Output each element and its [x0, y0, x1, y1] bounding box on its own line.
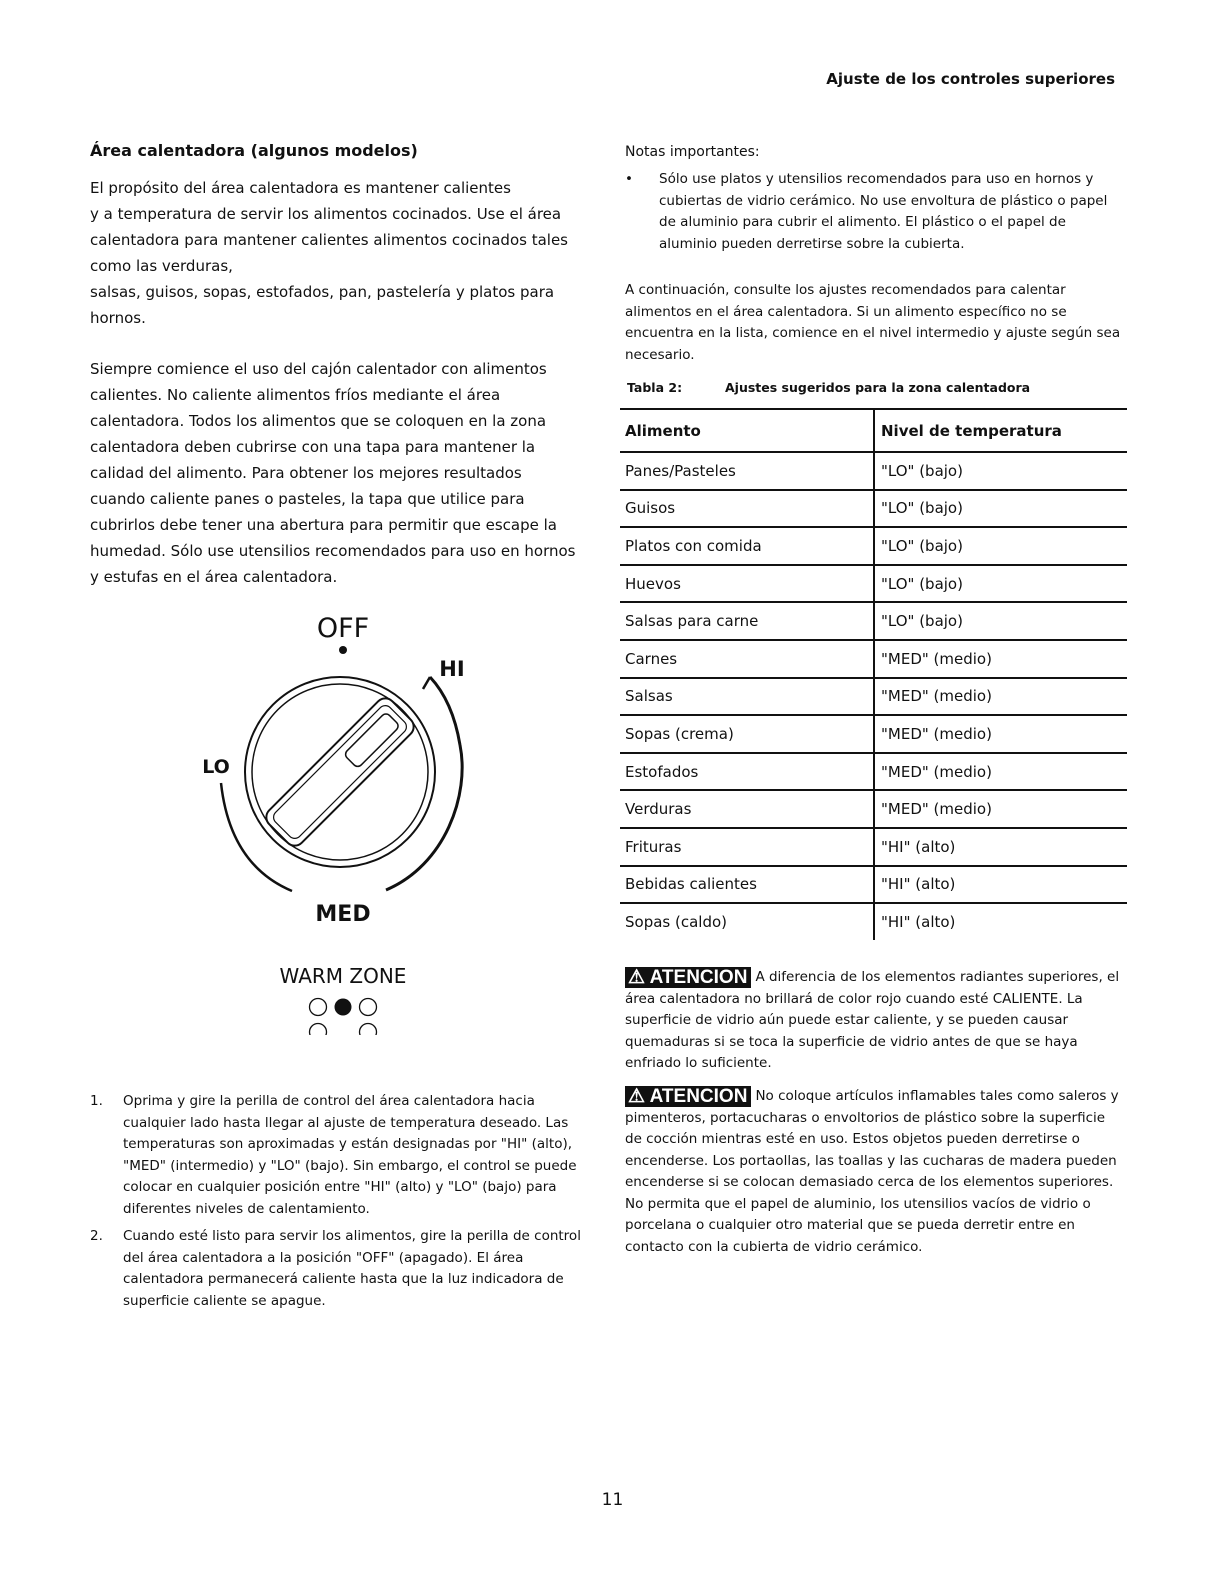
temperature-cell: "HI" (alto)	[874, 828, 1127, 866]
page-number: 11	[601, 1490, 624, 1510]
text-line: calentadora deben cubrirse con una tapa para mantener la	[90, 438, 536, 456]
dial-off-label: OFF	[316, 613, 370, 644]
off-marker-dot	[339, 646, 347, 654]
table-label: Tabla 2:	[627, 380, 683, 395]
table-caption: Ajustes sugeridos para la zona calentadora	[725, 380, 1031, 395]
table-row	[620, 866, 1127, 904]
table-row	[620, 828, 1127, 866]
food-cell: Bebidas calientes	[620, 866, 874, 904]
table-row	[620, 640, 1127, 678]
temperature-cell: "HI" (alto)	[874, 903, 1127, 940]
usage-paragraph	[90, 356, 590, 590]
temperature-cell: "HI" (alto)	[874, 866, 1127, 904]
dial-med-label: MED	[315, 902, 371, 927]
food-cell: Carnes	[620, 640, 874, 678]
intro-paragraph	[90, 175, 590, 331]
food-cell: Estofados	[620, 753, 874, 791]
table-row	[620, 715, 1127, 753]
table-header-row	[620, 409, 1127, 452]
text-line: y a temperatura de servir los alimentos cocinados. Use el área	[90, 205, 562, 223]
dial-lo-label: LO	[202, 756, 230, 778]
step-item	[90, 1091, 590, 1220]
temperature-cell: "MED" (medio)	[874, 753, 1127, 791]
food-cell: Huevos	[620, 565, 874, 603]
warm-zone-caption: WARM ZONE	[279, 964, 407, 988]
dial-hi-label: HI	[439, 657, 465, 681]
temperature-cell: "LO" (bajo)	[874, 452, 1127, 490]
table-header-cell: Alimento	[620, 409, 874, 452]
step-text: Oprima y gire la perilla de control del área calentadora hacia cualquier lado hasta llegar al ajuste de temperatura deseado. Las temperaturas son aproximadas y están designadas por "HI" (alto), "MED" (intermedio) y "LO" (bajo). Sin embargo, el control se puede colocar en cualquier posición entre "HI" (alto) y "LO" (bajo) para diferentes niveles de calentamiento.	[123, 1093, 577, 1217]
text-line: calientes. No caliente alimentos fríos mediante el área	[90, 386, 501, 404]
text-line: El propósito del área calentadora es mantener calientes	[90, 179, 511, 197]
warm-zone-dial-illustration	[190, 605, 490, 1035]
table-intro: A continuación, consulte los ajustes recomendados para calentar alimentos en el área calentadora. Si un alimento específico no se encuentra en la lista, comience en el nivel intermedio y ajuste según sea necesario.	[625, 282, 1121, 363]
table-row	[620, 452, 1127, 490]
element-indicator-circle	[310, 1024, 327, 1036]
step-item	[90, 1226, 590, 1312]
temperature-cell: "LO" (bajo)	[874, 527, 1127, 565]
warm-zone-settings-table	[620, 408, 1127, 940]
food-cell: Verduras	[620, 790, 874, 828]
food-cell: Guisos	[620, 490, 874, 528]
text-line: cubrirlos debe tener una abertura para permitir que escape la	[90, 516, 557, 534]
text-line: como las verduras,	[90, 257, 233, 275]
temperature-cell: "LO" (bajo)	[874, 565, 1127, 603]
food-cell: Sopas (caldo)	[625, 912, 728, 931]
bullet-dot: •	[625, 171, 633, 187]
element-indicator-circle	[310, 999, 327, 1016]
text-line: calidad del alimento. Para obtener los mejores resultados	[90, 464, 522, 482]
food-cell: Salsas para carne	[620, 602, 874, 640]
food-cell: Panes/Pasteles	[620, 452, 874, 490]
text-line: y estufas en el área calentadora.	[90, 568, 338, 586]
step-number: 2.	[90, 1228, 103, 1244]
temperature-cell: "LO" (bajo)	[874, 490, 1127, 528]
table-row	[620, 678, 1127, 716]
warning-badge	[625, 1086, 751, 1107]
page-header: Ajuste de los controles superiores	[826, 70, 1115, 88]
text-line: humedad. Sólo use utensilios recomendados para uso en hornos	[90, 542, 576, 560]
warning-triangle-icon: ⚠	[628, 967, 646, 988]
table-row	[620, 790, 1127, 828]
table-row	[620, 565, 1127, 603]
text-line: hornos.	[90, 309, 146, 327]
notes-bullet	[625, 169, 1120, 255]
table-row	[620, 903, 1127, 940]
text-line: Siempre comience el uso del cajón calentador con alimentos	[90, 360, 547, 378]
food-cell: Sopas (crema)	[620, 715, 874, 753]
warning-label: ATENCION	[649, 967, 748, 988]
bullet-text: Sólo use platos y utensilios recomendados para uso en hornos y cubiertas de vidrio cerámico. No use envoltura de plástico o papel de aluminio para cubrir el alimento. El plástico o el papel de aluminio pueden derretirse sobre la cubierta.	[659, 171, 1108, 252]
temperature-cell: "MED" (medio)	[874, 678, 1127, 716]
warning-text: A diferencia de los elementos radiantes superiores, el área calentadora no brillará de color rojo cuando esté CALIENTE. La superficie de vidrio aún puede estar caliente, y se pueden causar quemaduras si se toca la superficie de vidrio antes de que se haya enfriado lo suficiente.	[625, 969, 1120, 1071]
table-row	[620, 527, 1127, 565]
warning-2	[625, 1086, 1125, 1258]
warning-triangle-icon: ⚠	[628, 1086, 646, 1107]
step-number: 1.	[90, 1093, 103, 1109]
table-row	[620, 602, 1127, 640]
element-indicator-circle	[360, 999, 377, 1016]
food-cell: Salsas	[620, 678, 874, 716]
table-header-cell: Nivel de temperatura	[874, 409, 1127, 452]
temperature-cell: "MED" (medio)	[874, 640, 1127, 678]
temperature-cell: "MED" (medio)	[874, 715, 1127, 753]
step-text: Cuando esté listo para servir los alimentos, gire la perilla de control del área calentadora a la posición "OFF" (apagado). El área calentadora permanecerá caliente hasta que la luz indicadora de superficie caliente se apague.	[123, 1228, 581, 1309]
warning-label: ATENCION	[649, 1086, 748, 1107]
warning-text: No coloque artículos inflamables tales como saleros y pimenteros, portacucharas o envoltorios de plástico sobre la superficie de cocción mientras esté en uso. Estos objetos pueden derretirse o encenderse. Los portaollas, las toallas y las cucharas de madera pueden encenderse si se colocan demasiado cerca de los elementos superiores. No permita que el papel de aluminio, los utensilios vacíos de vidrio o porcelana o cualquier otro material que se pueda derretir entre en contacto con la cubierta de vidrio cerámico.	[625, 1088, 1119, 1255]
active-zone-indicator	[335, 999, 352, 1016]
notes-title: Notas importantes:	[625, 144, 760, 160]
food-cell: Platos con comida	[620, 527, 874, 565]
table-row	[620, 490, 1127, 528]
instruction-steps	[90, 1091, 590, 1318]
element-indicator-circle	[360, 1024, 377, 1036]
warning-badge	[625, 967, 751, 988]
text-line: salsas, guisos, sopas, estofados, pan, pastelería y platos para	[90, 283, 555, 301]
section-heading: Área calentadora (algunos modelos)	[90, 141, 418, 160]
temperature-cell: "MED" (medio)	[874, 790, 1127, 828]
text-line: calentadora. Todos los alimentos que se coloquen en la zona	[90, 412, 547, 430]
text-line: calentadora para mantener calientes alimentos cocinados tales	[90, 231, 568, 249]
table-row	[620, 753, 1127, 791]
text-line: cuando caliente panes o pasteles, la tapa que utilice para	[90, 490, 525, 508]
warning-1	[625, 967, 1125, 1075]
temperature-cell: "LO" (bajo)	[874, 602, 1127, 640]
food-cell: Frituras	[620, 828, 874, 866]
